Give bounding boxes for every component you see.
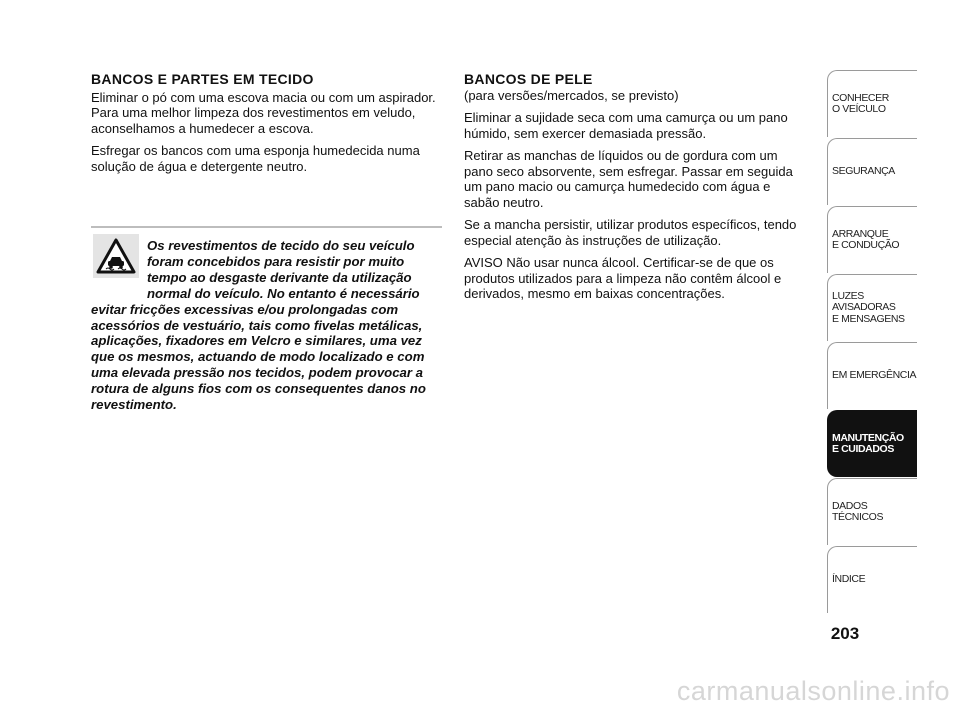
tab-conhecer-o-veiculo[interactable] [827,70,917,137]
leather-paragraph-3: Se a mancha persistir, utilizar produtos específicos, tendo especial atenção às instruções de utilização. [464,217,797,248]
warning-text: Os revestimentos de tecido do seu veículo foram concebidos para resistir por muito tempo ao desgaste derivante da utilização normal do veículo. No entanto é necessário evitar fricções excessivas e/ou prolongadas com acessórios de vestuário, tais como fivelas metálicas, aplicações, fixadores em Velcro e similares, uma vez que os mesmos, actuando de modo localizado e com uma elevada pressão nos tecidos, podem provocar a rotura de alguns fios com os consequentes danos no revestimento. [91,238,426,413]
tab-em-emergencia[interactable] [827,342,917,409]
tab-luzes-avisadoras[interactable] [827,274,917,341]
leather-paragraph-4: AVISO Não usar nunca álcool. Certificar-se de que os produtos utilizados para a limpeza não contêm álcool e derivados, mesmo em baixas concentrações. [464,255,782,301]
tab-label: MANUTENÇÃO E CUIDADOS [832,431,904,455]
warning-divider [91,226,442,228]
tab-seguranca[interactable] [827,138,917,205]
tab-label: ARRANQUE E CONDUÇÃO [832,227,900,251]
tab-label: ÍNDICE [832,573,866,586]
tab-label: CONHECER O VEÍCULO [832,91,889,115]
section-heading-leather: BANCOS DE PELE [464,71,593,87]
page-number: 203 [830,624,860,643]
fabric-paragraph-2: Esfregar os bancos com uma esponja humedecida numa solução de água e detergente neutro. [91,143,420,174]
tab-label: SEGURANÇA [832,165,895,178]
tab-label: DADOS TÉCNICOS [832,499,884,523]
left-column [91,72,441,181]
chapter-tabs [827,70,917,614]
leather-paragraph-1: Eliminar a sujidade seca com uma camurça ou um pano húmido, sem exercer demasiada pressão. [464,110,788,141]
tab-label: LUZES AVISADORAS E MENSAGENS [832,289,905,325]
fabric-paragraph-1: Eliminar o pó com uma escova macia ou com um aspirador. Para uma melhor limpeza dos revestimentos em veludo, aconselhamos a humedecer a escova. [91,89,436,136]
tab-dados-tecnicos[interactable] [827,478,917,545]
leather-paragraph-2: Retirar as manchas de líquidos ou de gordura com um pano seco absorvente, sem esfregar. Passar em seguida um pano macio ou camurça humedecido com água e sabão neutro. [464,148,793,210]
tab-label: EM EMERGÊNCIA [832,369,917,382]
watermark: carmanualsonline.info [676,676,950,706]
right-column [464,72,809,309]
section-heading-fabric: BANCOS E PARTES EM TECIDO [91,71,314,87]
tab-manutencao-e-cuidados[interactable] [827,410,917,477]
tab-arranque-e-conducao[interactable] [827,206,917,273]
leather-subheading: (para versões/mercados, se previsto) [464,87,679,103]
tab-indice[interactable] [827,546,917,613]
